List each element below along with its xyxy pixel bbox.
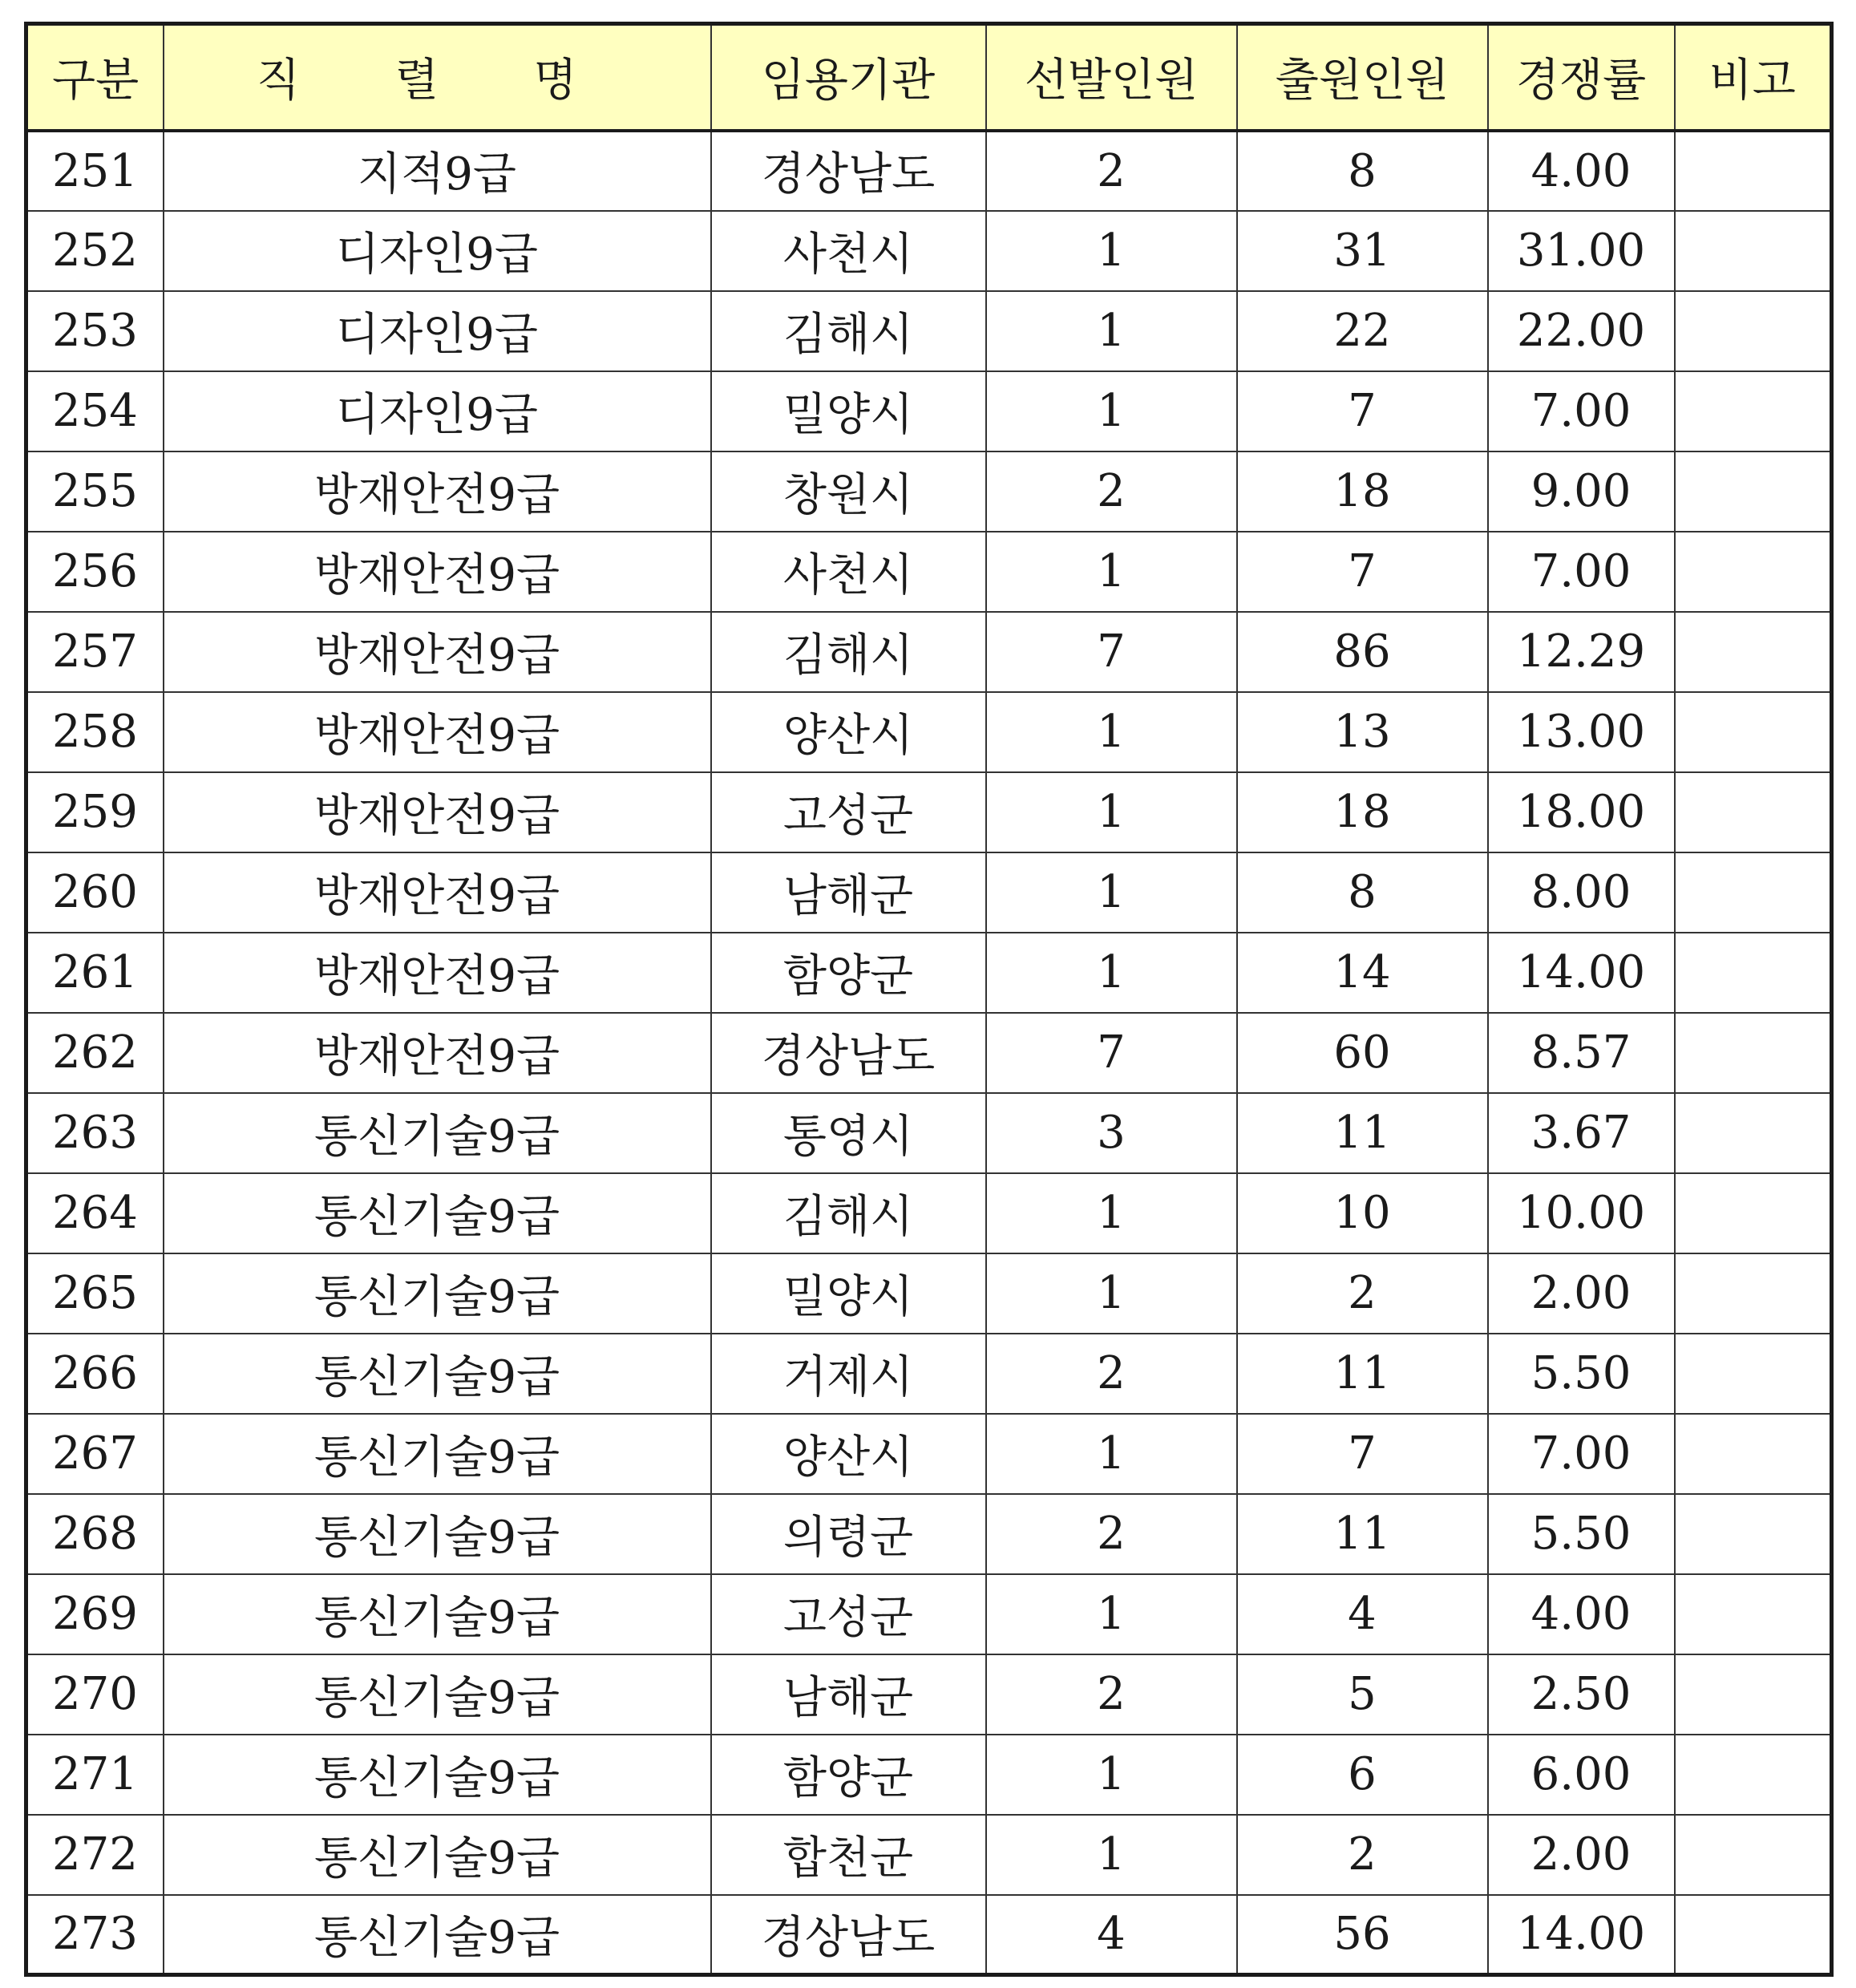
cell-position: 통신기술9급 bbox=[164, 1334, 711, 1414]
cell-agency: 사천시 bbox=[711, 211, 986, 291]
cell-selected: 1 bbox=[986, 211, 1237, 291]
cell-selected: 1 bbox=[986, 692, 1237, 772]
cell-ratio: 2.00 bbox=[1488, 1815, 1675, 1895]
cell-agency: 남해군 bbox=[711, 1654, 986, 1735]
cell-position: 방재안전9급 bbox=[164, 532, 711, 612]
table-row bbox=[26, 1173, 1832, 1253]
cell-applicants: 8 bbox=[1237, 852, 1488, 933]
cell-applicants: 7 bbox=[1237, 1414, 1488, 1494]
table-row bbox=[26, 772, 1832, 852]
cell-applicants: 18 bbox=[1237, 451, 1488, 532]
cell-selected: 1 bbox=[986, 772, 1237, 852]
cell-ratio: 10.00 bbox=[1488, 1173, 1675, 1253]
table-row bbox=[26, 1253, 1832, 1334]
cell-applicants: 31 bbox=[1237, 211, 1488, 291]
table-row bbox=[26, 131, 1832, 211]
cell-agency: 합천군 bbox=[711, 1815, 986, 1895]
table-row bbox=[26, 1574, 1832, 1654]
cell-ratio: 18.00 bbox=[1488, 772, 1675, 852]
cell-note bbox=[1675, 612, 1832, 692]
cell-selected: 1 bbox=[986, 1253, 1237, 1334]
cell-no: 257 bbox=[26, 612, 164, 692]
cell-applicants: 56 bbox=[1237, 1895, 1488, 1975]
cell-note bbox=[1675, 933, 1832, 1013]
cell-no: 253 bbox=[26, 291, 164, 371]
cell-note bbox=[1675, 1494, 1832, 1574]
cell-no: 262 bbox=[26, 1013, 164, 1093]
table-row bbox=[26, 291, 1832, 371]
cell-ratio: 6.00 bbox=[1488, 1735, 1675, 1815]
cell-note bbox=[1675, 772, 1832, 852]
cell-agency: 김해시 bbox=[711, 612, 986, 692]
cell-applicants: 6 bbox=[1237, 1735, 1488, 1815]
cell-position: 통신기술9급 bbox=[164, 1093, 711, 1173]
cell-selected: 1 bbox=[986, 1414, 1237, 1494]
cell-applicants: 7 bbox=[1237, 371, 1488, 451]
table-row bbox=[26, 371, 1832, 451]
header-selected: 선발인원 bbox=[986, 24, 1237, 131]
cell-ratio: 5.50 bbox=[1488, 1494, 1675, 1574]
cell-position: 방재안전9급 bbox=[164, 933, 711, 1013]
cell-selected: 1 bbox=[986, 1173, 1237, 1253]
header-position: 직 렬 명 bbox=[164, 24, 711, 131]
cell-ratio: 7.00 bbox=[1488, 371, 1675, 451]
cell-ratio: 14.00 bbox=[1488, 1895, 1675, 1975]
cell-note bbox=[1675, 1574, 1832, 1654]
cell-selected: 2 bbox=[986, 451, 1237, 532]
cell-no: 259 bbox=[26, 772, 164, 852]
cell-position: 통신기술9급 bbox=[164, 1895, 711, 1975]
table-row bbox=[26, 451, 1832, 532]
table-row bbox=[26, 692, 1832, 772]
table-row bbox=[26, 612, 1832, 692]
cell-note bbox=[1675, 1414, 1832, 1494]
cell-applicants: 60 bbox=[1237, 1013, 1488, 1093]
cell-agency: 창원시 bbox=[711, 451, 986, 532]
table-row bbox=[26, 1494, 1832, 1574]
table-header bbox=[26, 24, 1832, 131]
cell-note bbox=[1675, 131, 1832, 211]
cell-no: 270 bbox=[26, 1654, 164, 1735]
cell-applicants: 5 bbox=[1237, 1654, 1488, 1735]
cell-ratio: 7.00 bbox=[1488, 532, 1675, 612]
cell-ratio: 4.00 bbox=[1488, 131, 1675, 211]
table-row bbox=[26, 1654, 1832, 1735]
cell-position: 방재안전9급 bbox=[164, 692, 711, 772]
cell-applicants: 11 bbox=[1237, 1334, 1488, 1414]
cell-no: 256 bbox=[26, 532, 164, 612]
cell-note bbox=[1675, 371, 1832, 451]
table-row bbox=[26, 1093, 1832, 1173]
cell-position: 통신기술9급 bbox=[164, 1654, 711, 1735]
cell-ratio: 14.00 bbox=[1488, 933, 1675, 1013]
recruitment-competition-table bbox=[24, 22, 1834, 1977]
cell-selected: 1 bbox=[986, 1815, 1237, 1895]
cell-agency: 고성군 bbox=[711, 772, 986, 852]
cell-no: 264 bbox=[26, 1173, 164, 1253]
cell-note bbox=[1675, 1173, 1832, 1253]
cell-agency: 통영시 bbox=[711, 1093, 986, 1173]
cell-applicants: 7 bbox=[1237, 532, 1488, 612]
table-row bbox=[26, 1735, 1832, 1815]
table-row bbox=[26, 1815, 1832, 1895]
cell-selected: 1 bbox=[986, 933, 1237, 1013]
cell-position: 디자인9급 bbox=[164, 371, 711, 451]
cell-agency: 고성군 bbox=[711, 1574, 986, 1654]
cell-applicants: 18 bbox=[1237, 772, 1488, 852]
cell-note bbox=[1675, 1895, 1832, 1975]
cell-ratio: 2.50 bbox=[1488, 1654, 1675, 1735]
cell-position: 통신기술9급 bbox=[164, 1815, 711, 1895]
cell-position: 통신기술9급 bbox=[164, 1735, 711, 1815]
table-row bbox=[26, 1334, 1832, 1414]
table-row bbox=[26, 1414, 1832, 1494]
cell-no: 263 bbox=[26, 1093, 164, 1173]
cell-note bbox=[1675, 1093, 1832, 1173]
cell-no: 258 bbox=[26, 692, 164, 772]
cell-position: 디자인9급 bbox=[164, 291, 711, 371]
cell-no: 269 bbox=[26, 1574, 164, 1654]
cell-note bbox=[1675, 1253, 1832, 1334]
cell-ratio: 12.29 bbox=[1488, 612, 1675, 692]
cell-agency: 남해군 bbox=[711, 852, 986, 933]
cell-agency: 김해시 bbox=[711, 291, 986, 371]
cell-ratio: 4.00 bbox=[1488, 1574, 1675, 1654]
cell-agency: 경상남도 bbox=[711, 131, 986, 211]
header-note: 비고 bbox=[1675, 24, 1832, 131]
header-applicants: 출원인원 bbox=[1237, 24, 1488, 131]
cell-applicants: 2 bbox=[1237, 1815, 1488, 1895]
cell-position: 방재안전9급 bbox=[164, 451, 711, 532]
cell-selected: 1 bbox=[986, 371, 1237, 451]
table-row bbox=[26, 852, 1832, 933]
cell-applicants: 14 bbox=[1237, 933, 1488, 1013]
cell-position: 방재안전9급 bbox=[164, 772, 711, 852]
cell-note bbox=[1675, 692, 1832, 772]
cell-note bbox=[1675, 1013, 1832, 1093]
cell-ratio: 2.00 bbox=[1488, 1253, 1675, 1334]
cell-ratio: 13.00 bbox=[1488, 692, 1675, 772]
cell-no: 255 bbox=[26, 451, 164, 532]
cell-selected: 1 bbox=[986, 1574, 1237, 1654]
cell-applicants: 11 bbox=[1237, 1494, 1488, 1574]
cell-note bbox=[1675, 1334, 1832, 1414]
cell-applicants: 86 bbox=[1237, 612, 1488, 692]
cell-no: 273 bbox=[26, 1895, 164, 1975]
cell-position: 통신기술9급 bbox=[164, 1253, 711, 1334]
cell-ratio: 5.50 bbox=[1488, 1334, 1675, 1414]
cell-position: 통신기술9급 bbox=[164, 1414, 711, 1494]
cell-agency: 경상남도 bbox=[711, 1895, 986, 1975]
cell-selected: 3 bbox=[986, 1093, 1237, 1173]
cell-ratio: 31.00 bbox=[1488, 211, 1675, 291]
cell-note bbox=[1675, 1735, 1832, 1815]
cell-note bbox=[1675, 1815, 1832, 1895]
table-row bbox=[26, 1895, 1832, 1975]
cell-agency: 사천시 bbox=[711, 532, 986, 612]
cell-selected: 1 bbox=[986, 1735, 1237, 1815]
cell-note bbox=[1675, 532, 1832, 612]
header-ratio: 경쟁률 bbox=[1488, 24, 1675, 131]
table-row bbox=[26, 1013, 1832, 1093]
cell-agency: 양산시 bbox=[711, 692, 986, 772]
cell-position: 방재안전9급 bbox=[164, 1013, 711, 1093]
header-agency: 임용기관 bbox=[711, 24, 986, 131]
cell-applicants: 13 bbox=[1237, 692, 1488, 772]
cell-agency: 함양군 bbox=[711, 1735, 986, 1815]
cell-note bbox=[1675, 211, 1832, 291]
cell-agency: 거제시 bbox=[711, 1334, 986, 1414]
cell-applicants: 10 bbox=[1237, 1173, 1488, 1253]
cell-no: 266 bbox=[26, 1334, 164, 1414]
cell-ratio: 9.00 bbox=[1488, 451, 1675, 532]
cell-selected: 1 bbox=[986, 532, 1237, 612]
table-row bbox=[26, 532, 1832, 612]
cell-ratio: 3.67 bbox=[1488, 1093, 1675, 1173]
cell-position: 통신기술9급 bbox=[164, 1173, 711, 1253]
cell-no: 252 bbox=[26, 211, 164, 291]
table-row bbox=[26, 933, 1832, 1013]
cell-selected: 2 bbox=[986, 1654, 1237, 1735]
cell-ratio: 8.00 bbox=[1488, 852, 1675, 933]
cell-no: 260 bbox=[26, 852, 164, 933]
cell-note bbox=[1675, 291, 1832, 371]
cell-position: 방재안전9급 bbox=[164, 612, 711, 692]
cell-selected: 4 bbox=[986, 1895, 1237, 1975]
cell-selected: 2 bbox=[986, 131, 1237, 211]
cell-no: 267 bbox=[26, 1414, 164, 1494]
cell-agency: 함양군 bbox=[711, 933, 986, 1013]
cell-position: 통신기술9급 bbox=[164, 1574, 711, 1654]
cell-selected: 7 bbox=[986, 1013, 1237, 1093]
cell-applicants: 8 bbox=[1237, 131, 1488, 211]
cell-selected: 7 bbox=[986, 612, 1237, 692]
header-row bbox=[26, 24, 1832, 131]
cell-selected: 2 bbox=[986, 1334, 1237, 1414]
cell-ratio: 8.57 bbox=[1488, 1013, 1675, 1093]
table-body bbox=[26, 131, 1832, 1975]
recruitment-table-container bbox=[24, 22, 1830, 1977]
cell-selected: 2 bbox=[986, 1494, 1237, 1574]
cell-position: 디자인9급 bbox=[164, 211, 711, 291]
cell-ratio: 22.00 bbox=[1488, 291, 1675, 371]
cell-applicants: 22 bbox=[1237, 291, 1488, 371]
cell-no: 265 bbox=[26, 1253, 164, 1334]
cell-applicants: 4 bbox=[1237, 1574, 1488, 1654]
cell-applicants: 11 bbox=[1237, 1093, 1488, 1173]
cell-agency: 밀양시 bbox=[711, 1253, 986, 1334]
cell-applicants: 2 bbox=[1237, 1253, 1488, 1334]
cell-agency: 의령군 bbox=[711, 1494, 986, 1574]
cell-note bbox=[1675, 1654, 1832, 1735]
header-no: 구분 bbox=[26, 24, 164, 131]
cell-agency: 경상남도 bbox=[711, 1013, 986, 1093]
cell-position: 통신기술9급 bbox=[164, 1494, 711, 1574]
cell-no: 271 bbox=[26, 1735, 164, 1815]
cell-no: 254 bbox=[26, 371, 164, 451]
cell-note bbox=[1675, 451, 1832, 532]
cell-agency: 김해시 bbox=[711, 1173, 986, 1253]
cell-no: 261 bbox=[26, 933, 164, 1013]
cell-note bbox=[1675, 852, 1832, 933]
cell-ratio: 7.00 bbox=[1488, 1414, 1675, 1494]
cell-agency: 양산시 bbox=[711, 1414, 986, 1494]
cell-selected: 1 bbox=[986, 852, 1237, 933]
cell-no: 272 bbox=[26, 1815, 164, 1895]
cell-agency: 밀양시 bbox=[711, 371, 986, 451]
cell-selected: 1 bbox=[986, 291, 1237, 371]
cell-position: 방재안전9급 bbox=[164, 852, 711, 933]
cell-no: 268 bbox=[26, 1494, 164, 1574]
table-row bbox=[26, 211, 1832, 291]
cell-position: 지적9급 bbox=[164, 131, 711, 211]
cell-no: 251 bbox=[26, 131, 164, 211]
